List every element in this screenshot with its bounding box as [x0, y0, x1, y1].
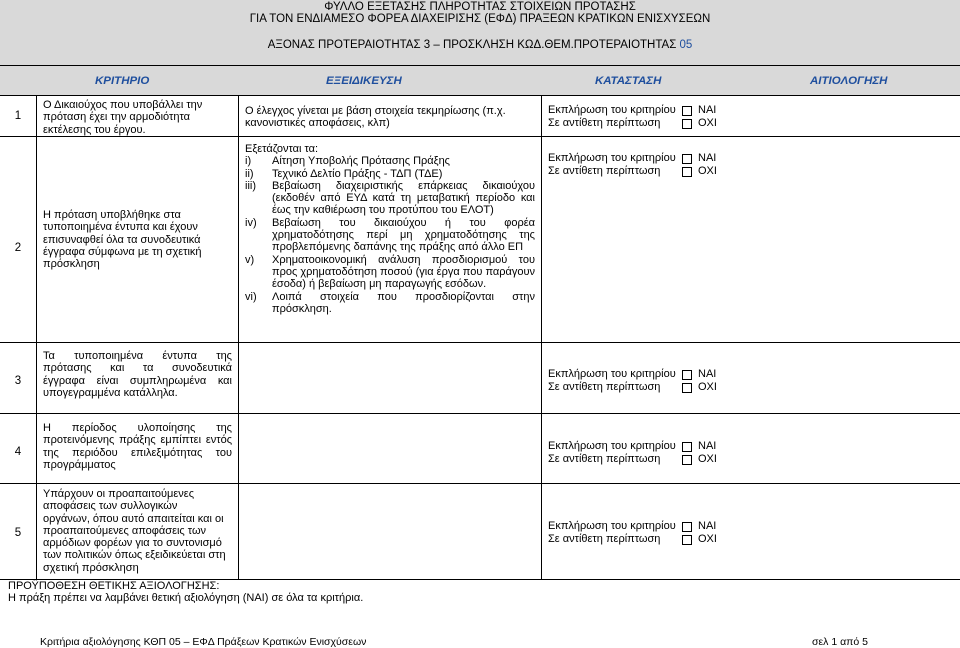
- opposite-label: Σε αντίθετη περίπτωση: [548, 533, 661, 545]
- checkbox-no[interactable]: [682, 167, 692, 177]
- fulfilled-label: Εκπλήρωση του κριτηρίου: [548, 440, 676, 452]
- document-title: ΦΥΛΛΟ ΕΞΕΤΑΣΗΣ ΠΛΗΡΟΤΗΤΑΣ ΣΤΟΙΧΕΙΩΝ ΠΡΟΤΑΣΗΣ: [324, 1, 636, 13]
- list-item: ii) Τεχνικό Δελτίο Πράξης - ΤΔΠ (ΤΔΕ): [245, 167, 443, 180]
- criterion-text: Η πρόταση υποβλήθηκε στα τυποποιημένα έντυπα και έχουν επισυναφθεί όλα τα συνοδευτικά έγγραφα σύμφωνα με τη σχετική πρόσκληση: [43, 209, 202, 271]
- criterion-text: Τα τυποποιημένα έντυπα της πρότασης και τα συνοδευτικά έγγραφα είναι συμπληρωμένα και υπογεγραμμένα κατάλληλα.: [43, 350, 232, 399]
- criterion-text: Η περίοδος υλοποίησης της προτεινόμενης πράξης εμπίπτει εντός της περιόδου επιλεξιμότητας του προγράμματος: [43, 422, 232, 471]
- column-header-justification: ΑΙΤΙΟΛΟΓΗΣΗ: [810, 75, 888, 87]
- checkbox-no[interactable]: [682, 535, 692, 545]
- fulfilled-label: Εκπλήρωση του κριτηρίου: [548, 152, 676, 164]
- no-label: ΟΧΙ: [698, 533, 717, 545]
- grid-line: [0, 136, 960, 137]
- checkbox-yes[interactable]: [682, 522, 692, 532]
- column-header-criterion: ΚΡΙΤΗΡΙΟ: [95, 75, 150, 87]
- grid-line: [36, 95, 37, 579]
- yes-label: ΝΑΙ: [698, 440, 717, 452]
- prerequisite-title: ΠΡΟΫΠΟΘΕΣΗ ΘΕΤΙΚΗΣ ΑΞΙΟΛΟΓΗΣΗΣ:: [8, 580, 220, 592]
- status-options: [548, 152, 728, 178]
- opposite-label: Σε αντίθετη περίπτωση: [548, 453, 661, 465]
- priority-axis-text: ΑΞΟΝΑΣ ΠΡΟΤΕΡΑΙΟΤΗΤΑΣ 3 – ΠΡΟΣΚΛΗΣΗ ΚΩΔ.ΘΕΜ.ΠΡΟΤΕΡΑΙΟΤΗΤΑΣ: [267, 39, 680, 51]
- checkbox-no[interactable]: [682, 455, 692, 465]
- yes-label: ΝΑΙ: [698, 104, 717, 116]
- column-header-status: ΚΑΤΑΣΤΑΣΗ: [595, 75, 662, 87]
- grid-line: [0, 342, 960, 343]
- clarification-text: Ο έλεγχος γίνεται με βάση στοιχεία τεκμηρίωσης (π.χ. κανονιστικές αποφάσεις, κλπ): [245, 105, 506, 130]
- no-label: ΟΧΙ: [698, 381, 717, 393]
- document-header: [0, 0, 960, 66]
- column-header-row: [0, 66, 960, 96]
- page-number: σελ 1 από 5: [812, 636, 868, 648]
- yes-label: ΝΑΙ: [698, 520, 717, 532]
- row-number: 3: [14, 375, 22, 387]
- no-label: ΟΧΙ: [698, 453, 717, 465]
- clarification-text: Εξετάζονται τα: i) Αίτηση Υποβολής Πρότασης Πράξης ii) Τεχνικό Δελτίο Πράξης - ΤΔΠ (ΤΔΕ) iii) Βεβαίωση διαχειριστικής επάρκειας δικαιούχου (εκδοθέν από ΕΥΔ κατά τη μεταβατική περίοδο και έως την καθιέρωση του προτύπου του ΕΛΟΤ) iv) Βεβαίωση του δικαιούχου ή του φορέα χρηματοδότησης περί μη χρηματοδότησης της προβλεπόμενης δαπάνης της πράξης από άλλο ΕΠ v) Χρηματοοικονομική ανάλυση προσδιορισμού του προς χρηματοδότηση ποσού (για έργα που παράγουν έσοδα) ή βεβαίωση μη παραγωγής εσόδων. vi) Λοιπά στοιχεία που προσδιορίζονται στην πρόσκληση.: [245, 143, 535, 315]
- fulfilled-label: Εκπλήρωση του κριτηρίου: [548, 368, 676, 380]
- row-number: 5: [14, 527, 22, 539]
- yes-label: ΝΑΙ: [698, 368, 717, 380]
- fulfilled-label: Εκπλήρωση του κριτηρίου: [548, 520, 676, 532]
- column-header-clarification: ΕΞΕΙΔΙΚΕΥΣΗ: [326, 75, 402, 87]
- status-options: [548, 368, 728, 394]
- document-list: [245, 155, 535, 315]
- opposite-label: Σε αντίθετη περίπτωση: [548, 117, 661, 129]
- checkbox-yes[interactable]: [682, 442, 692, 452]
- row-number: 1: [14, 110, 22, 122]
- status-options: [548, 440, 728, 466]
- footer-title: Κριτήρια αξιολόγησης ΚΘΠ 05 – ΕΦΔ Πράξεων Κρατικών Ενισχύσεων: [40, 636, 367, 648]
- row-number: 4: [14, 446, 22, 458]
- fulfilled-label: Εκπλήρωση του κριτηρίου: [548, 104, 676, 116]
- status-options: [548, 520, 728, 546]
- document-subtitle: ΓΙΑ ΤΟΝ ΕΝΔΙΑΜΕΣΟ ΦΟΡΕΑ ΔΙΑΧΕΙΡΙΣΗΣ (ΕΦΔ) ΠΡΑΞΕΩΝ ΚΡΑΤΙΚΩΝ ΕΝΙΣΧΥΣΕΩΝ: [249, 13, 711, 25]
- grid-line: [0, 413, 960, 414]
- checkbox-yes[interactable]: [682, 106, 692, 116]
- criterion-text: Υπάρχουν οι προαπαιτούμενες αποφάσεις των συλλογικών οργάνων, όπου αυτό απαιτείται και οι προαπαιτούμενες αποφάσεις των αρμόδιων φορέων για το συντονισμό των πολιτικών όπως εξειδικεύεται στη σχετική πρόσκληση: [43, 488, 226, 574]
- prerequisite-note: [8, 580, 363, 605]
- list-item: iii) Βεβαίωση διαχειριστικής επάρκειας δικαιούχου (εκδοθέν από ΕΥΔ κατά τη μεταβατική περίοδο και έως την καθιέρωση του προτύπου του ΕΛΟΤ): [245, 179, 535, 217]
- checkbox-no[interactable]: [682, 119, 692, 129]
- list-item: vi) Λοιπά στοιχεία που προσδιορίζονται στην πρόσκληση.: [245, 290, 535, 315]
- priority-code: 05: [679, 39, 693, 51]
- priority-axis-line: [0, 39, 960, 52]
- status-options: [548, 104, 728, 130]
- no-label: ΟΧΙ: [698, 165, 717, 177]
- row-number: 2: [14, 242, 22, 254]
- prerequisite-text: Η πράξη πρέπει να λαμβάνει θετική αξιολόγηση (ΝΑΙ) σε όλα τα κριτήρια.: [8, 592, 364, 605]
- grid-line: [238, 95, 239, 579]
- list-item: v) Χρηματοοικονομική ανάλυση προσδιορισμού του προς χρηματοδότηση ποσού (για έργα που παράγουν έσοδα) ή βεβαίωση μη παραγωγής εσόδων.: [245, 253, 535, 291]
- criterion-text: Ο Δικαιούχος που υποβάλλει την πρόταση έχει την αρμοδιότητα εκτέλεσης του έργου.: [43, 99, 203, 136]
- checkbox-yes[interactable]: [682, 154, 692, 164]
- list-item: i) Αίτηση Υποβολής Πρότασης Πράξης: [245, 155, 450, 168]
- yes-label: ΝΑΙ: [698, 152, 717, 164]
- grid-line: [541, 95, 542, 579]
- checkbox-yes[interactable]: [682, 370, 692, 380]
- grid-line: [0, 483, 960, 484]
- checkbox-no[interactable]: [682, 383, 692, 393]
- no-label: ΟΧΙ: [698, 117, 717, 129]
- opposite-label: Σε αντίθετη περίπτωση: [548, 381, 661, 393]
- opposite-label: Σε αντίθετη περίπτωση: [548, 165, 661, 177]
- list-item: iv) Βεβαίωση του δικαιούχου ή του φορέα χρηματοδότησης περί μη χρηματοδότησης της προβλεπόμενης δαπάνης της πράξης από άλλο ΕΠ: [245, 216, 535, 254]
